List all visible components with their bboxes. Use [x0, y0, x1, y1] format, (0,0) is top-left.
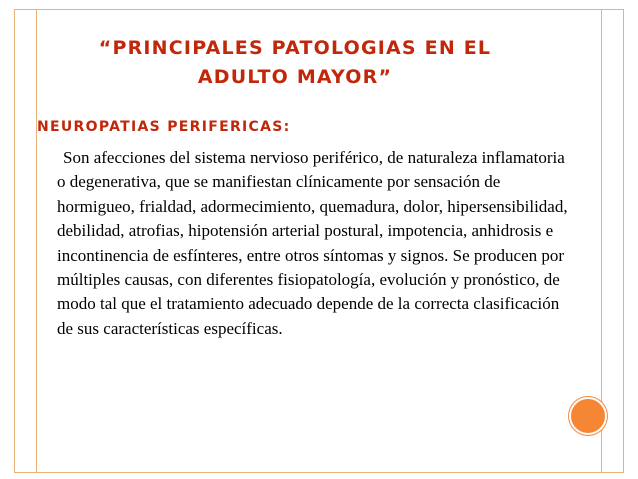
- decorative-circle-icon: [569, 397, 607, 435]
- section-heading: NEUROPATIAS PERIFERICAS:: [37, 119, 291, 135]
- body-paragraph: Son afecciones del sistema nervioso periférico, de naturaleza inflamatoria o degenerativa, que se manifiestan clínicamente por sensación de hormigueo, frialdad, adormecimiento, quemadura, dolor, hipersensibilidad, debilidad, atrofias, hipotensión arterial postural, impotencia, anhidrosis e incontinencia de esfínteres, entre otros síntomas y signos. Se producen por múltiples causas, con diferentes fisiopatología, evolución y pronóstico, de modo tal que el tratamiento adecuado depende de la correcta clasificación de sus características específicas.: [57, 148, 568, 338]
- border-divider-left: [36, 9, 37, 473]
- slide-title: “PRINCIPALES PATOLOGIAS EN EL ADULTO MAYOR”: [98, 37, 492, 88]
